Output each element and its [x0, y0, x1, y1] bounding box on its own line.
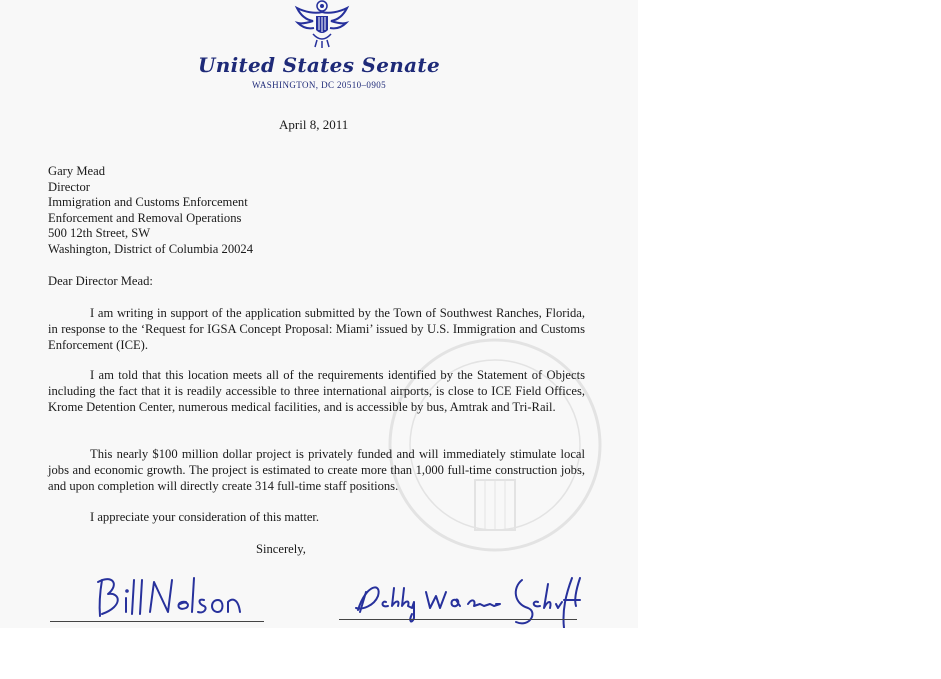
letter-date: April 8, 2011: [279, 117, 349, 132]
closing: Sincerely,: [256, 542, 306, 556]
recipient-address: [48, 164, 253, 258]
body-paragraph: This nearly $100 million dollar project is privately funded and will immediately stimulate local jobs and economic growth. The project is estimated to create more than 1,000 full-time construction jobs, and upon completion will directly create 314 full-time staff positions.: [48, 447, 585, 493]
signature-line: [50, 621, 264, 622]
body-paragraph: I am told that this location meets all of the requirements identified by the Statement of Objects including the fact that it is readily accessible to three international airports, is close to ICE Field Offices, Krome Detention Center, numerous medical facilities, and is accessible by bus, Amtrak and Tri-Rail.: [48, 368, 585, 414]
recipient-line: Enforcement and Removal Operations: [48, 210, 242, 225]
letterhead-address: WASHINGTON, DC 20510–0905: [251, 80, 387, 90]
signature-line: [339, 619, 577, 620]
senate-seal-icon: [293, 0, 351, 50]
letterhead-title: United States Senate: [198, 53, 440, 77]
recipient-line: Washington, District of Columbia 20024: [48, 241, 254, 256]
recipient-line: Director: [48, 179, 90, 194]
recipient-line: Gary Mead: [48, 164, 105, 178]
recipient-line: Immigration and Customs Enforcement: [48, 195, 248, 210]
body-paragraph: I am writing in support of the application submitted by the Town of Southwest Ranches, Florida, in response to the ‘Request for IGSA Concept Proposal: Miami’ issued by U.S. Immigration and Customs Enforcement (ICE).: [48, 306, 585, 352]
signature-bill-nelson: [90, 572, 250, 622]
recipient-line: 500 12th Street, SW: [48, 226, 151, 241]
salutation: Dear Director Mead:: [48, 274, 153, 288]
body-paragraph: I appreciate your consideration of this matter.: [90, 510, 320, 524]
